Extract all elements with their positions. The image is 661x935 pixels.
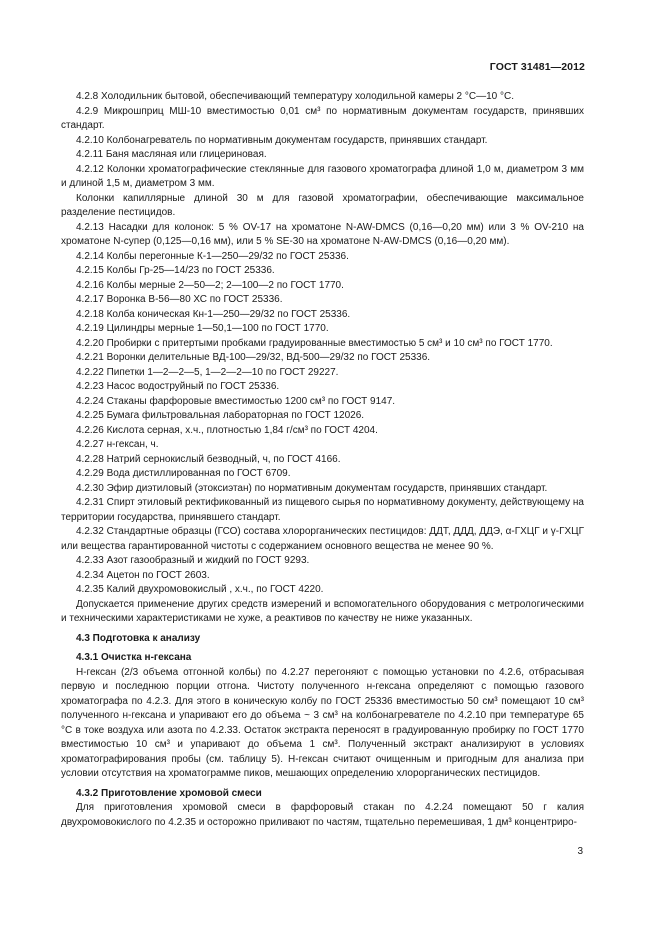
paragraph: 4.2.30 Эфир диэтиловый (этоксиэтан) по нормативным документам государств, принявших стандарт. — [76, 482, 548, 494]
paragraph: 4.2.28 Натрий сернокислый безводный, ч, по ГОСТ 4166. — [76, 453, 341, 465]
paragraph: 4.2.14 Колбы перегонные К-1—250—29/32 по ГОСТ 25336. — [76, 250, 349, 262]
document-body — [61, 90, 584, 830]
paragraph: 4.2.13 Насадки для колонок: 5 % OV-17 на хроматоне N-AW-DMCS (0,16—0,20 мм) или 3 % OV-210 на хроматоне N-супер (0,125—0,16 мм), или 5 % SE-30 на хроматоне N-AW-DMCS (0,16—0,20 мм). — [61, 221, 584, 247]
paragraph: 4.2.29 Вода дистиллированная по ГОСТ 6709. — [76, 468, 291, 479]
paragraph: 4.2.19 Цилиндры мерные 1—50,1—100 по ГОСТ 1770. — [76, 323, 329, 334]
paragraph: 4.2.32 Стандартные образцы (ГСО) состава хлорорганических пестицидов: ДДТ, ДДД, ДДЭ, α-ГХЦГ и γ-ГХЦГ или вещества гарантированной чистоты с содержанием основного вещества не менее 90 %. — [61, 526, 584, 552]
section-heading: 4.3 Подготовка к анализу — [76, 632, 201, 644]
paragraph: 4.2.35 Калий двухромовокислый , х.ч., по ГОСТ 4220. — [76, 584, 324, 595]
paragraph: 4.2.8 Холодильник бытовой, обеспечивающий температуру холодильной камеры 2 °С—10 °С. — [76, 91, 515, 102]
paragraph: 4.2.16 Колбы мерные 2—50—2; 2—100—2 по ГОСТ 1770. — [76, 279, 344, 291]
paragraph: 4.2.9 Микрошприц МШ-10 вместимостью 0,01 см³ по нормативным документам государств, принявших стандарт. — [61, 105, 584, 131]
paragraph: 4.2.11 Баня масляная или глицериновая. — [76, 149, 267, 160]
paragraph: 4.2.21 Воронки делительные ВД-100—29/32, ВД-500—29/32 по ГОСТ 25336. — [76, 352, 431, 363]
paragraph: 4.2.18 Колба коническая Кн-1—250—29/32 по ГОСТ 25336. — [76, 308, 351, 320]
paragraph: 4.2.20 Пробирки с притертыми пробками градуированные вместимостью 5 см³ и 10 см³ по ГОСТ 1770. — [76, 337, 553, 349]
paragraph: 4.2.24 Стаканы фарфоровые вместимостью 1200 см³ по ГОСТ 9147. — [76, 395, 396, 407]
paragraph: 4.2.17 Воронка В-56—80 ХС по ГОСТ 25336. — [76, 294, 283, 305]
paragraph: 4.2.33 Азот газообразный и жидкий по ГОСТ 9293. — [76, 555, 310, 566]
paragraph: Допускается применение других средств измерений и вспомогательного оборудования с метрологическими и техническими характеристиками не хуже, а реактивов по качеству не ниже указанных. — [61, 598, 584, 624]
paragraph: 4.2.31 Спирт этиловый ректификованный из пищевого сырья по нормативному документу, действующему на территории государства, принявшего стандарт. — [61, 497, 584, 523]
paragraph: Н-гексан (2/3 объема отгонной колбы) по 4.2.27 перегоняют с помощью установки по 4.2.6, отбрасывая первую и последнюю порции отгона. Чистоту полученного н-гексана определяют с помощью газового хроматографа по 4.2.3. Для этого в коническую колбу по ГОСТ 25336 вместимостью 50 см³ помещают 10 см³ полученного н-гексана и упаривают его до объема ~ 3 см³ на колбонагревателе по 4.2.10 при температуре 65 °С в токе воздуха или азота по 4.2.33. Остаток экстракта переносят в градуированную пробирку по ГОСТ 1770 вместимостью 10 см³ и упаривают до объема 1 см³. Полученный экстракт анализируют в условиях хроматографирования пробы (см. таблицу 5). Н-гексан считают очищенным и пригодным для анализа при условии отсутствия на хроматограмме пиков, мешающих определению хлорорганических пестицидов. — [61, 666, 584, 779]
paragraph: 4.2.12 Колонки хроматографические стеклянные для газового хроматографа длиной 1,0 м, диаметром 3 мм и длиной 1,5 м, диаметром 3 мм. — [61, 163, 584, 189]
page-number: 3 — [577, 846, 583, 857]
paragraph: Для приготовления хромовой смеси в фарфоровый стакан по 4.2.24 помещают 50 г калия двухромовокислого по 4.2.35 и осторожно приливают по частям, тщательно перемешивая, 1 дм³ концентриро- — [61, 802, 584, 828]
document-id-header: ГОСТ 31481—2012 — [489, 61, 585, 73]
paragraph: 4.2.34 Ацетон по ГОСТ 2603. — [76, 569, 210, 581]
paragraph: 4.2.25 Бумага фильтровальная лабораторная по ГОСТ 12026. — [76, 410, 365, 421]
section-heading: 4.3.1 Очистка н-гексана — [76, 652, 192, 663]
paragraph: 4.2.22 Пипетки 1—2—2—5, 1—2—2—10 по ГОСТ 29227. — [76, 366, 339, 378]
section-heading: 4.3.2 Приготовление хромовой смеси — [76, 787, 262, 799]
paragraph: 4.2.10 Колбонагреватель по нормативным документам государств, принявших стандарт. — [76, 134, 488, 146]
paragraph: 4.2.15 Колбы Гр-25—14/23 по ГОСТ 25336. — [76, 265, 275, 276]
paragraph: 4.2.27 н-гексан, ч. — [76, 439, 159, 450]
paragraph: 4.2.26 Кислота серная, х.ч., плотностью 1,84 г/см³ по ГОСТ 4204. — [76, 424, 378, 436]
paragraph: 4.2.23 Насос водоструйный по ГОСТ 25336. — [76, 381, 280, 392]
paragraph: Колонки капиллярные длиной 30 м для газовой хроматографии, обеспечивающие максимальное разделение пестицидов. — [61, 192, 584, 218]
